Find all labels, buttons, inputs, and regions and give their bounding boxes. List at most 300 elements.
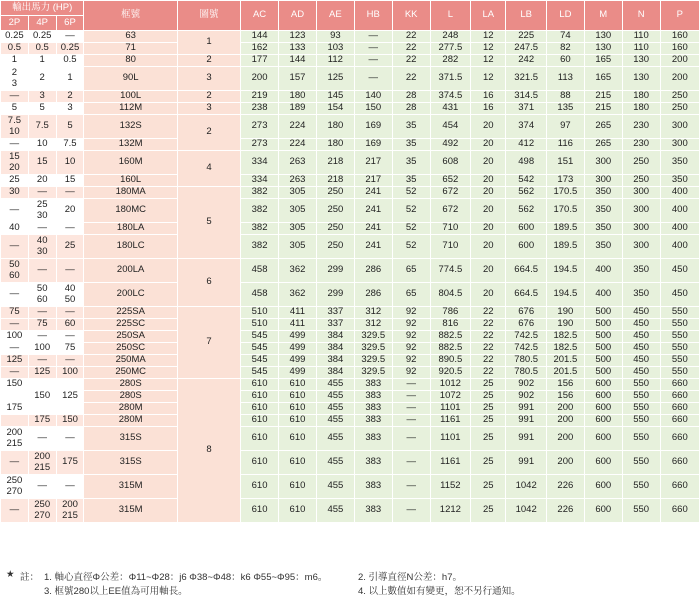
frame-cell: 225SC [84,319,178,331]
l-cell: 431 [430,103,470,115]
ac-cell: 610 [241,451,279,475]
frame-cell: 315M [84,475,178,499]
l-cell: 1101 [430,427,470,451]
ae-cell: 112 [316,55,354,67]
lb-cell: 562 [506,199,546,223]
ad-cell: 499 [279,355,317,367]
kk-cell: — [392,427,430,451]
ld-cell: 170.5 [546,187,584,199]
hp-p2-cell [1,415,29,427]
p-cell: 550 [660,307,699,319]
hp-p4-cell: 200 215 [28,451,56,475]
ad-cell: 133 [279,43,317,55]
hp-p4-cell: — [28,427,56,451]
lb-cell: 991 [506,427,546,451]
frame-cell: 250MC [84,367,178,379]
table-row [1,475,700,499]
l-cell: 774.5 [430,259,470,283]
kk-cell: 22 [392,55,430,67]
n-cell: 110 [622,31,660,43]
n-cell: 350 [622,259,660,283]
la-cell: 12 [471,67,506,91]
p-cell: 160 [660,43,699,55]
ac-cell: 610 [241,427,279,451]
hb-cell: 169 [354,139,392,151]
l-cell: 1212 [430,499,470,523]
table-row [1,319,700,331]
m-cell: 215 [584,91,622,103]
p-cell: 550 [660,343,699,355]
hb-cell: 383 [354,451,392,475]
p-cell: 550 [660,367,699,379]
m-cell: 500 [584,343,622,355]
hp-p2-cell: 125 [1,355,29,367]
l-cell: 816 [430,319,470,331]
ld-cell: 200 [546,403,584,415]
lb-cell: 676 [506,319,546,331]
la-cell: 22 [471,355,506,367]
lb-cell: 1042 [506,499,546,523]
ad-cell: 610 [279,403,317,415]
ae-cell: 299 [316,259,354,283]
n-cell: 550 [622,415,660,427]
n-cell: 550 [622,379,660,391]
hp-p4-cell: 10 [28,139,56,151]
table-row [1,43,700,55]
kk-cell: 22 [392,43,430,55]
hp-p2-cell: — [1,91,29,103]
frame-cell: 160M [84,151,178,175]
kk-cell: 92 [392,331,430,343]
hp-p4-cell: 250 270 [28,499,56,523]
la-cell: 22 [471,331,506,343]
n-cell: 450 [622,355,660,367]
m-cell: 265 [584,139,622,151]
frame-cell: 160L [84,175,178,187]
la-cell: 20 [471,283,506,307]
table-row [1,343,700,355]
m-cell: 165 [584,67,622,91]
ae-cell: 384 [316,355,354,367]
p-cell: 660 [660,475,699,499]
hp-p2-cell: 7.5 10 [1,115,29,139]
n-cell: 180 [622,103,660,115]
header-drawing: 圖號 [177,1,240,31]
la-cell: 25 [471,499,506,523]
ac-cell: 334 [241,175,279,187]
ld-cell: 194.5 [546,283,584,307]
hp-p4-cell: 7.5 [28,115,56,139]
la-cell: 20 [471,175,506,187]
lb-cell: 902 [506,379,546,391]
hp-p4-cell: 15 [28,151,56,175]
table-row [1,31,700,43]
kk-cell: 35 [392,139,430,151]
l-cell: 374.5 [430,91,470,103]
lb-cell: 247.5 [506,43,546,55]
hp-p2-cell [1,391,29,403]
n-cell: 550 [622,403,660,415]
p-cell: 300 [660,115,699,139]
ld-cell: 189.5 [546,235,584,259]
ac-cell: 273 [241,115,279,139]
ad-cell: 180 [279,91,317,103]
ac-cell: 458 [241,259,279,283]
hp-p6-cell: 60 [56,319,84,331]
header-ac: AC [241,1,279,31]
kk-cell: 92 [392,355,430,367]
n-cell: 450 [622,319,660,331]
kk-cell: 92 [392,319,430,331]
hb-cell: 383 [354,391,392,403]
hp-p6-cell: — [56,307,84,319]
m-cell: 600 [584,415,622,427]
la-cell: 12 [471,43,506,55]
header-6p: 6P [56,16,84,31]
ac-cell: 382 [241,223,279,235]
ad-cell: 499 [279,367,317,379]
header-ad: AD [279,1,317,31]
lb-cell: 902 [506,391,546,403]
hp-p4-cell: — [28,223,56,235]
ld-cell: 135 [546,103,584,115]
lb-cell: 242 [506,55,546,67]
ld-cell: 88 [546,91,584,103]
hp-p6-cell: 100 [56,367,84,379]
hb-cell: 217 [354,175,392,187]
hb-cell: 169 [354,115,392,139]
ac-cell: 510 [241,307,279,319]
ae-cell: 250 [316,199,354,223]
ad-cell: 411 [279,319,317,331]
ac-cell: 610 [241,403,279,415]
table-row [1,67,700,91]
kk-cell: 65 [392,259,430,283]
frame-cell: 71 [84,43,178,55]
hp-p4-cell: 50 60 [28,283,56,307]
l-cell: 804.5 [430,283,470,307]
la-cell: 20 [471,139,506,151]
hp-p2-cell: 75 [1,307,29,319]
l-cell: 1161 [430,451,470,475]
frame-cell: 63 [84,31,178,43]
ad-cell: 263 [279,151,317,175]
hp-p4-cell: 0.25 [28,31,56,43]
l-cell: 1012 [430,379,470,391]
table-row [1,499,700,523]
hp-p4-cell: — [28,307,56,319]
table-row [1,415,700,427]
p-cell: 350 [660,175,699,187]
hp-p2-cell: 25 [1,175,29,187]
ad-cell: 224 [279,115,317,139]
p-cell: 660 [660,391,699,403]
p-cell: 300 [660,139,699,151]
lb-cell: 1042 [506,475,546,499]
hp-p4-cell: 175 [28,415,56,427]
drawing-number-cell: 1 [177,31,240,55]
ad-cell: 305 [279,187,317,199]
l-cell: 882.5 [430,343,470,355]
m-cell: 500 [584,307,622,319]
l-cell: 890.5 [430,355,470,367]
hp-p6-cell: 125 [56,391,84,403]
m-cell: 350 [584,235,622,259]
ae-cell: 455 [316,475,354,499]
ad-cell: 224 [279,139,317,151]
kk-cell: 22 [392,67,430,91]
hp-p6-cell: 2 [56,91,84,103]
m-cell: 350 [584,223,622,235]
table-row [1,451,700,475]
hp-p6-cell: — [56,187,84,199]
hp-p6-cell: 0.25 [56,43,84,55]
hp-p4-cell: 75 [28,319,56,331]
l-cell: 786 [430,307,470,319]
hp-p4-cell: 3 [28,91,56,103]
lb-cell: 780.5 [506,355,546,367]
hp-p2-cell: 30 [1,187,29,199]
hb-cell: 383 [354,415,392,427]
p-cell: 660 [660,427,699,451]
table-row [1,175,700,187]
hb-cell: — [354,43,392,55]
ad-cell: 610 [279,475,317,499]
hp-p6-cell: 20 [56,199,84,223]
la-cell: 22 [471,343,506,355]
hp-p4-cell: 0.5 [28,43,56,55]
m-cell: 300 [584,151,622,175]
p-cell: 250 [660,103,699,115]
table-row [1,187,700,199]
hb-cell: 241 [354,199,392,223]
ae-cell: 180 [316,139,354,151]
m-cell: 400 [584,283,622,307]
m-cell: 500 [584,319,622,331]
n-cell: 300 [622,235,660,259]
hp-p6-cell: — [56,355,84,367]
ad-cell: 610 [279,379,317,391]
hp-p4-cell: — [28,259,56,283]
lb-cell: 542 [506,175,546,187]
n-cell: 450 [622,331,660,343]
table-row [1,223,700,235]
hp-p6-cell: — [56,223,84,235]
ae-cell: 299 [316,283,354,307]
header-2p: 2P [1,16,29,31]
l-cell: 1072 [430,391,470,403]
drawing-number-cell: 2 [177,91,240,103]
hp-p6-cell: 15 [56,175,84,187]
ad-cell: 610 [279,451,317,475]
ld-cell: 201.5 [546,355,584,367]
ad-cell: 123 [279,31,317,43]
la-cell: 25 [471,403,506,415]
hb-cell: 383 [354,499,392,523]
lb-cell: 562 [506,187,546,199]
ad-cell: 362 [279,259,317,283]
m-cell: 265 [584,115,622,139]
frame-cell: 180LC [84,235,178,259]
ld-cell: 97 [546,115,584,139]
ad-cell: 263 [279,175,317,187]
hb-cell: 383 [354,403,392,415]
m-cell: 350 [584,187,622,199]
frame-cell: 100L [84,91,178,103]
hp-p4-cell: 25 30 [28,199,56,223]
frame-cell: 225SA [84,307,178,319]
hp-p2-cell: 175 [1,403,29,415]
ld-cell: 170.5 [546,199,584,223]
table-row [1,427,700,451]
ad-cell: 305 [279,235,317,259]
ac-cell: 610 [241,391,279,403]
ad-cell: 610 [279,427,317,451]
p-cell: 250 [660,91,699,103]
n-cell: 550 [622,391,660,403]
frame-cell: 132M [84,139,178,151]
p-cell: 450 [660,259,699,283]
hb-cell: — [354,31,392,43]
la-cell: 16 [471,103,506,115]
ac-cell: 545 [241,367,279,379]
ld-cell: 113 [546,67,584,91]
frame-cell: 280S [84,391,178,403]
kk-cell: — [392,499,430,523]
ld-cell: 151 [546,151,584,175]
l-cell: 277.5 [430,43,470,55]
hb-cell: — [354,67,392,91]
kk-cell: 52 [392,187,430,199]
ae-cell: 455 [316,379,354,391]
hp-p2-cell: 5 [1,103,29,115]
table-row [1,103,700,115]
ae-cell: 455 [316,403,354,415]
p-cell: 200 [660,67,699,91]
kk-cell: — [392,451,430,475]
ld-cell: 116 [546,139,584,151]
hb-cell: 383 [354,427,392,451]
lb-cell: 371 [506,103,546,115]
ld-cell: 173 [546,175,584,187]
hp-p6-cell: — [56,31,84,43]
ac-cell: 545 [241,343,279,355]
frame-cell: 250SC [84,343,178,355]
m-cell: 500 [584,331,622,343]
ac-cell: 273 [241,139,279,151]
hp-p6-cell: — [56,427,84,451]
hp-p2-cell: 250 270 [1,475,29,499]
kk-cell: 22 [392,31,430,43]
hp-p2-cell: — [1,199,29,223]
la-cell: 22 [471,367,506,379]
kk-cell: 92 [392,307,430,319]
n-cell: 250 [622,151,660,175]
p-cell: 350 [660,151,699,175]
kk-cell: 65 [392,283,430,307]
hp-p2-cell: — [1,319,29,331]
table-row [1,403,700,415]
table-row [1,283,700,307]
n-cell: 300 [622,199,660,223]
ld-cell: 74 [546,31,584,43]
note-3: 3. 框號280以上EE值為可用軸長。 [44,586,188,597]
n-cell: 130 [622,67,660,91]
header-ae: AE [316,1,354,31]
ld-cell: 200 [546,427,584,451]
n-cell: 550 [622,475,660,499]
hp-p2-cell: 150 [1,379,29,391]
frame-cell: 280M [84,403,178,415]
ld-cell: 82 [546,43,584,55]
la-cell: 25 [471,427,506,451]
hp-p2-cell: 1 [1,55,29,67]
hp-p6-cell: 10 [56,151,84,175]
hb-cell: 241 [354,235,392,259]
hp-p6-cell: — [56,259,84,283]
ac-cell: 219 [241,91,279,103]
m-cell: 130 [584,43,622,55]
hp-p6-cell: 7.5 [56,139,84,151]
l-cell: 1161 [430,415,470,427]
hb-cell: 241 [354,187,392,199]
hb-cell: 329.5 [354,367,392,379]
m-cell: 600 [584,499,622,523]
kk-cell: — [392,391,430,403]
hp-p6-cell: 175 [56,451,84,475]
m-cell: 300 [584,175,622,187]
kk-cell: 92 [392,367,430,379]
table-row [1,151,700,175]
ac-cell: 382 [241,187,279,199]
hp-p6-cell: 5 [56,115,84,139]
l-cell: 672 [430,187,470,199]
table-row [1,259,700,283]
ac-cell: 144 [241,31,279,43]
lb-cell: 498 [506,151,546,175]
ld-cell: 156 [546,379,584,391]
ac-cell: 238 [241,103,279,115]
hp-p6-cell: 200 215 [56,499,84,523]
kk-cell: 92 [392,343,430,355]
hp-p4-cell: — [28,355,56,367]
m-cell: 215 [584,103,622,115]
header-hb: HB [354,1,392,31]
frame-cell: 132S [84,115,178,139]
ac-cell: 200 [241,67,279,91]
lb-cell: 742.5 [506,331,546,343]
p-cell: 660 [660,379,699,391]
header-n: N [622,1,660,31]
hb-cell: 329.5 [354,355,392,367]
ae-cell: 337 [316,319,354,331]
la-cell: 25 [471,475,506,499]
la-cell: 22 [471,307,506,319]
table-row [1,115,700,139]
ae-cell: 384 [316,331,354,343]
header-ld: LD [546,1,584,31]
hp-p6-cell [56,403,84,415]
frame-cell: 80 [84,55,178,67]
lb-cell: 321.5 [506,67,546,91]
m-cell: 500 [584,367,622,379]
hb-cell: 383 [354,379,392,391]
lb-cell: 780.5 [506,367,546,379]
hp-p4-cell: 1 [28,55,56,67]
ae-cell: 455 [316,499,354,523]
frame-cell: 180MA [84,187,178,199]
ac-cell: 382 [241,235,279,259]
